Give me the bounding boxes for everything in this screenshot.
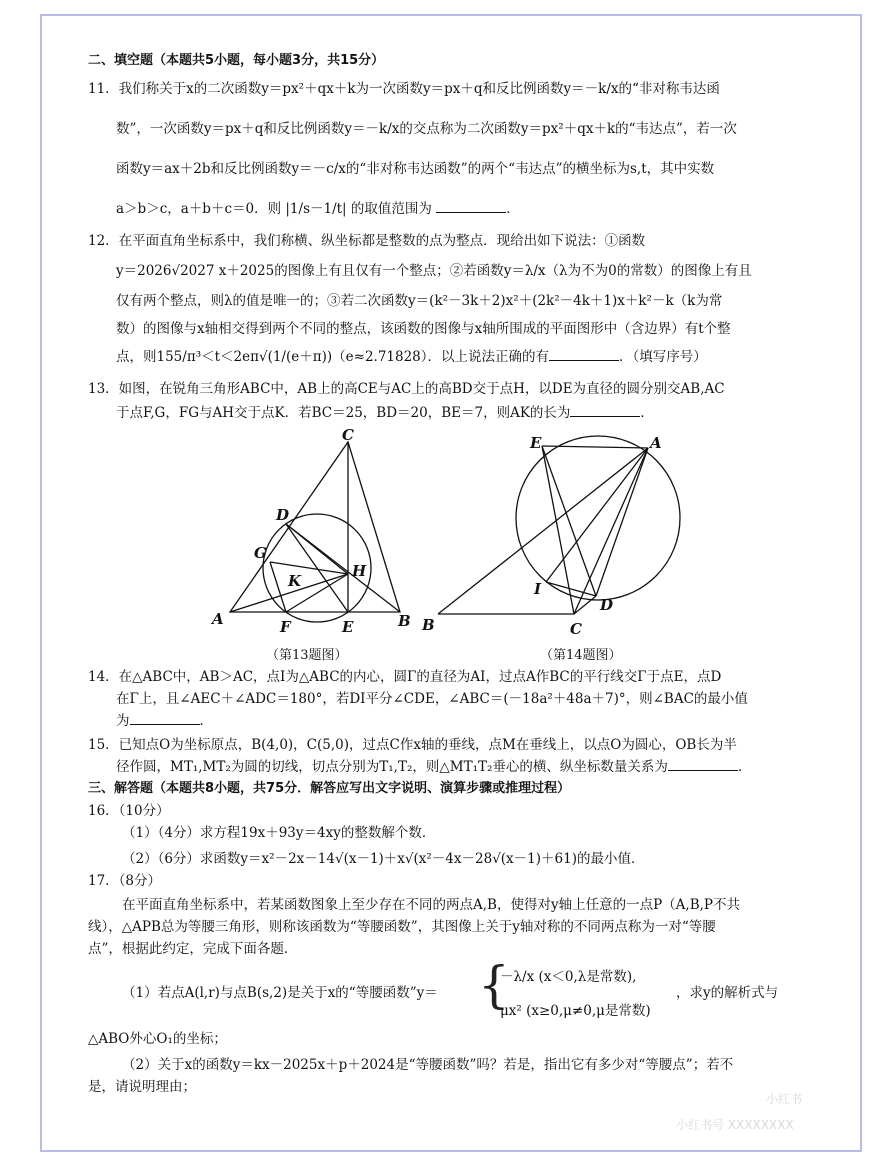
q15-line2-text: 径作圆，MT₁,MT₂为圆的切线，切点分别为T₁,T₂，则△MT₁T₂垂心的横、纵坐标数量关系为 xyxy=(116,759,668,775)
q13-answer-blank[interactable] xyxy=(570,404,640,417)
watermark-logo: 小红书 xyxy=(766,1092,803,1106)
q12-line2: y＝2026√2027 x＋2025的图像上有且仅有一个整点；②若函数y＝λ/x（λ为不为0的常数）的图像上有且 xyxy=(116,263,752,279)
label-e: E xyxy=(342,618,354,636)
q17-part1-tail: ，求y的解析式与 xyxy=(676,985,779,1001)
segment-da xyxy=(596,448,648,596)
q13-line1: 13．如图，在锐角三角形ABC中，AB上的高CE与AC上的高BD交于点H，以DE为直径的圆分别交AB,AC xyxy=(88,381,725,397)
q13-line2: 于点F,G，FG与AH交于点K．若BC＝25，BD＝20，BE＝7，则AK的长为 ． xyxy=(116,405,654,421)
segment-de xyxy=(286,524,348,612)
q17-part2-line1: （2）关于x的函数y＝kx－2025x＋p＋2024是“等腰函数”吗？若是，指出它有多少对“等腰点”；若不 xyxy=(122,1057,734,1073)
q12-line6: ．（填写序号） xyxy=(619,349,707,365)
q14-answer-blank[interactable] xyxy=(130,712,200,725)
label-a: A xyxy=(212,610,224,628)
label-c-14: C xyxy=(570,620,582,638)
section2-title: 二、填空题（本题共5小题，每小题3分，共15分） xyxy=(88,53,385,68)
section3-title: 三、解答题（本题共8小题，共75分．解答应写出文字说明、演算步骤或推理过程） xyxy=(88,781,571,796)
q14-line3-text: 为 xyxy=(116,713,130,729)
q17-piece2: μx² (x≥0,μ≠0,μ是常数) xyxy=(500,1003,651,1019)
q12-line5 xyxy=(116,348,707,366)
label-g: G xyxy=(254,544,267,562)
q17-part1-line2: △ABO外心O₁的坐标； xyxy=(88,1031,227,1047)
q16-header: 16．（10分） xyxy=(88,803,170,819)
q13-line2-text: 于点F,G，FG与AH交于点K．若BC＝25，BD＝20，BE＝7，则AK的长为 xyxy=(116,405,571,421)
q15-line1: 15．已知点O为坐标原点，B(4,0)，C(5,0)，过点C作x轴的垂线，点M在垂线上，以点O为圆心，OB长为半 xyxy=(88,737,737,753)
q17-part1-lead: （1）若点A(l,r)与点B(s,2)是关于x的“等腰函数”y＝ xyxy=(122,985,438,1001)
label-a-14: A xyxy=(650,434,662,452)
segment-id xyxy=(546,582,596,596)
q17-line3: 点”，根据此约定，完成下面各题． xyxy=(88,941,298,957)
label-d-14: D xyxy=(600,596,614,614)
q12-line1: 12．在平面直角坐标系中，我们称横、纵坐标都是整数的点为整点．现给出如下说法：①函数 xyxy=(88,233,646,249)
triangle-abc xyxy=(230,442,400,612)
watermark-id: 小红书号 XXXXXXXX xyxy=(676,1118,794,1132)
q17-line2: 线），△APB总为等腰三角形，则称该函数为“等腰函数”，其图像上关于y轴对称的不同两点称为一对“等腰 xyxy=(88,919,716,935)
q12-line3: 仅有两个整点，则λ的值是唯一的；③若二次函数y＝(k²－3k＋2)x²＋(2k²－4k＋1)x＋k²－k（k为常 xyxy=(116,293,723,309)
segment-ed xyxy=(542,446,596,596)
label-c: C xyxy=(342,428,354,444)
q14-line3: 为 ． xyxy=(116,713,213,729)
q11-answer-blank[interactable] xyxy=(436,200,506,213)
segment-ba xyxy=(438,448,648,614)
circle-14 xyxy=(516,436,680,600)
figure-13 xyxy=(200,428,430,642)
label-f: F xyxy=(280,618,291,636)
label-i-14: I xyxy=(534,580,542,598)
label-h: H xyxy=(352,562,367,580)
q14-line2: 在Γ上，且∠AEC＋∠ADC＝180°，若DI平分∠CDE，∠ABC＝(－18a²＋48a＋7)°，则∠BAC的最小值 xyxy=(116,691,748,707)
q17-header: 17．（8分） xyxy=(88,873,162,889)
label-e-14: E xyxy=(530,434,542,452)
q15-answer-blank[interactable] xyxy=(668,758,738,771)
q12-answer-blank[interactable] xyxy=(549,348,619,361)
q11-line1: 11．我们称关于x的二次函数y＝px²＋qx＋k为一次函数y＝px＋q和反比例函数y＝－k/x的“非对称韦达函 xyxy=(88,81,720,97)
q17-part2-line2: 是，请说明理由； xyxy=(88,1079,196,1095)
q17-line1: 在平面直角坐标系中，若某函数图象上至少存在不同的两点A,B，使得对y轴上任意的一点P（A,B,P不共 xyxy=(122,897,741,913)
q17-piece1: －λ/x (x＜0,λ是常数), xyxy=(500,969,637,985)
q16-part2: （2）（6分）求函数y＝x²－2x－14√(x－1)＋x√(x²－4x－28√(x－1)＋61)的最小值． xyxy=(122,851,645,867)
segment-ec xyxy=(542,446,574,614)
figure-13-caption: （第13题图） xyxy=(266,648,348,663)
q15-line2: 径作圆，MT₁,MT₂为圆的切线，切点分别为T₁,T₂，则△MT₁T₂垂心的横、纵坐标数量关系为 ． xyxy=(116,759,752,775)
q14-line1: 14．在△ABC中，AB＞AC，点I为△ABC的内心，圆Γ的直径为AI，过点A作BC的平行线交Γ于点E，点D xyxy=(88,669,722,685)
label-k: K xyxy=(288,572,302,590)
q12-line5-text: 点，则155/π³＜t＜2eπ√(1/(e＋π))（e≈2.71828）．以上说法正确的有 xyxy=(116,349,550,365)
q16-part1: （1）（4分）求方程19x＋93y＝4xy的整数解个数． xyxy=(122,825,436,841)
label-d: D xyxy=(276,506,290,524)
q11-line2: 数”，一次函数y＝px＋q和反比例函数y＝－k/x的交点称为二次函数y＝px²＋qx＋k的“韦达点”，若一次 xyxy=(116,121,737,137)
q12-line4: 数）的图像与x轴相交得到两个不同的整点，该函数的图像与x轴所围成的平面图形中（含边界）有t个整 xyxy=(116,321,731,337)
figure-14 xyxy=(418,432,698,638)
label-b-14: B xyxy=(422,616,435,634)
q11-line4-text: a＞b＞c，a＋b＋c＝0．则 |1/s－1/t| 的取值范围为 xyxy=(116,201,432,217)
q11-line4: a＞b＞c，a＋b＋c＝0．则 |1/s－1/t| 的取值范围为 ． xyxy=(116,201,520,217)
piecewise-brace: { xyxy=(478,956,510,1014)
label-b: B xyxy=(398,612,411,630)
q11-line3: 函数y＝ax＋2b和反比例函数y＝－c/x的“非对称韦达函数”的两个“韦达点”的横坐标为s,t，其中实数 xyxy=(116,161,715,177)
figure-14-caption: （第14题图） xyxy=(540,648,622,663)
